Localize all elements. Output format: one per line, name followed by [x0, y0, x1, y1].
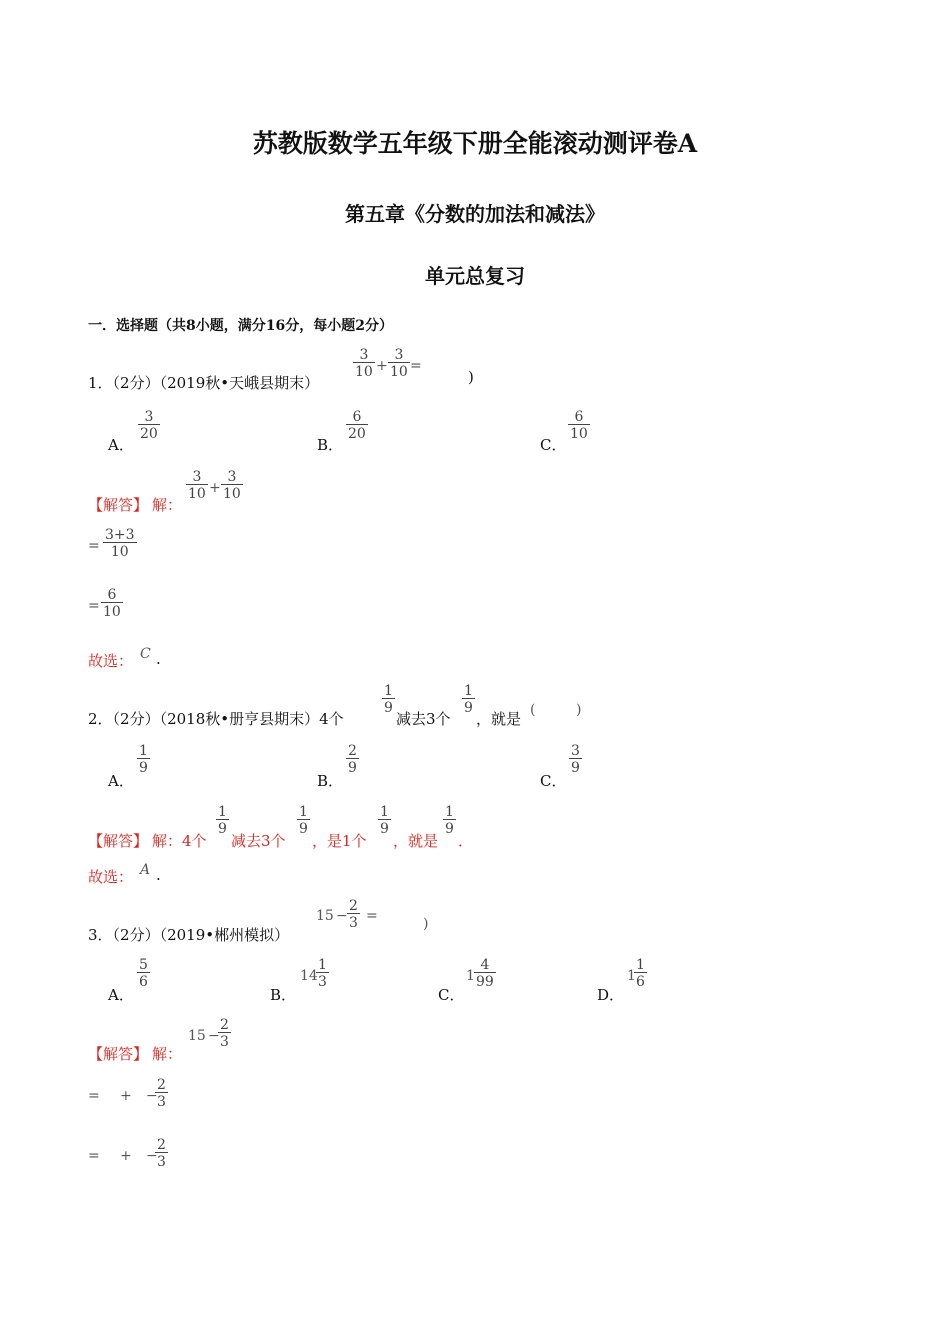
q2-paren-open: (: [530, 702, 536, 718]
q1-step3-equals: =: [88, 598, 100, 614]
answer-b: 减去3个: [231, 832, 286, 850]
answer-end: ．: [458, 832, 474, 850]
option-whole: 1: [627, 968, 636, 984]
q1-frac-a: $\frac{3}{10}$: [355, 347, 373, 380]
q3-step3-minus: −: [146, 1148, 158, 1164]
answer-frac-4: $\frac{1}{9}$: [445, 804, 454, 837]
q1-step1-frac-b: $\frac{3}{10}$: [223, 469, 241, 502]
option-fraction: $\frac{1}{3}$: [318, 957, 327, 990]
answer-frac-2: $\frac{1}{9}$: [299, 804, 308, 837]
q1-step2-frac: $\frac{3+3}{10}$: [105, 527, 135, 560]
option-fraction: $\frac{1}{9}$: [139, 743, 148, 776]
q3-step3-plus: +: [120, 1148, 132, 1164]
q2-paren-close: ): [576, 702, 582, 718]
choose-value: A: [140, 862, 151, 878]
q3-step3-equals: =: [88, 1148, 100, 1164]
q1-paren: ): [468, 368, 474, 386]
option-label: D．: [597, 986, 625, 1004]
answer-frac-3: $\frac{1}{9}$: [380, 804, 389, 837]
answer-prefix: 【解答】: [88, 832, 149, 850]
option-whole: 14: [300, 968, 318, 984]
q2-frac2: $\frac{1}{9}$: [464, 683, 473, 716]
q3-minus: −: [336, 908, 348, 924]
q1-stem: 1．（2分）（2019秋•天峨县期末）: [88, 374, 320, 392]
option-whole: 1: [466, 968, 475, 984]
q1-step1-frac-a: $\frac{3}{10}$: [188, 469, 206, 502]
q1-equals: =: [410, 358, 422, 374]
q2-stem-b: 减去3个: [396, 710, 451, 728]
q2-frac1: $\frac{1}{9}$: [384, 683, 393, 716]
option-label: B．: [317, 436, 344, 454]
q3-frac: $\frac{2}{3}$: [349, 898, 358, 931]
page-title: 苏教版数学五年级下册全能滚动测评卷A: [252, 129, 698, 158]
option-fraction: $\frac{1}{6}$: [636, 957, 645, 990]
option-label: C．: [540, 772, 567, 790]
option-label: C．: [540, 436, 567, 454]
q3-step2-minus: −: [146, 1088, 158, 1104]
answer-c: ，是1个: [312, 832, 367, 850]
answer-solve: 解：: [152, 1045, 183, 1063]
option-label: A．: [108, 986, 134, 1004]
q1-step3-frac: $\frac{6}{10}$: [103, 587, 121, 620]
option-fraction: $\frac{2}{9}$: [348, 743, 357, 776]
q3-step1-whole: 15: [188, 1028, 206, 1044]
q1-plus: +: [376, 358, 388, 374]
chapter-subtitle: 第五章《分数的加法和减法》: [345, 202, 605, 226]
option-fraction: $\frac{3}{20}$: [140, 409, 158, 442]
option-label: B．: [317, 772, 344, 790]
answer-prefix: 【解答】: [88, 1045, 149, 1063]
option-label: A．: [108, 436, 134, 454]
choose-label: 故选：: [88, 652, 134, 670]
q3-step3-frac: $\frac{2}{3}$: [157, 1137, 166, 1170]
q1-frac-b: $\frac{3}{10}$: [390, 347, 408, 380]
q3-paren: ): [423, 916, 429, 932]
option-fraction: $\frac{6}{20}$: [348, 409, 366, 442]
answer-d: ，就是: [393, 832, 439, 850]
answer-a: 解：4个: [152, 832, 207, 850]
q3-stem: 3．（2分）（2019•郴州模拟）: [88, 926, 290, 944]
answer-frac-1: $\frac{1}{9}$: [218, 804, 227, 837]
q3-whole: 15: [316, 908, 334, 924]
choose-period: .: [156, 866, 161, 884]
option-fraction: $\frac{4}{99}$: [476, 957, 494, 990]
section-subtitle: 单元总复习: [425, 264, 525, 288]
option-fraction: $\frac{6}{10}$: [570, 409, 588, 442]
option-fraction: $\frac{3}{9}$: [571, 743, 580, 776]
option-label: A．: [108, 772, 134, 790]
q1-step2-equals: =: [88, 538, 100, 554]
q3-step2-plus: +: [120, 1088, 132, 1104]
section-heading: 一．选择题（共8小题，满分16分，每小题2分）: [88, 318, 393, 334]
choose-value: C: [140, 646, 151, 662]
q3-step1-frac: $\frac{2}{3}$: [220, 1017, 229, 1050]
q3-step1-minus: −: [208, 1028, 220, 1044]
q3-step2-equals: =: [88, 1088, 100, 1104]
option-label: C．: [438, 986, 465, 1004]
option-fraction: $\frac{5}{6}$: [139, 957, 148, 990]
q1-step1-plus: +: [209, 480, 221, 496]
answer-prefix: 【解答】: [88, 496, 149, 514]
q3-step2-frac: $\frac{2}{3}$: [157, 1077, 166, 1110]
option-label: B．: [270, 986, 297, 1004]
q2-stem-a: 2．（2分）（2018秋•册亨县期末）4个: [88, 710, 344, 728]
answer-solve: 解：: [152, 496, 183, 514]
choose-period: .: [156, 650, 161, 668]
choose-label: 故选：: [88, 868, 134, 886]
q2-stem-c: ，就是: [476, 710, 522, 728]
q3-equals: =: [366, 908, 378, 924]
